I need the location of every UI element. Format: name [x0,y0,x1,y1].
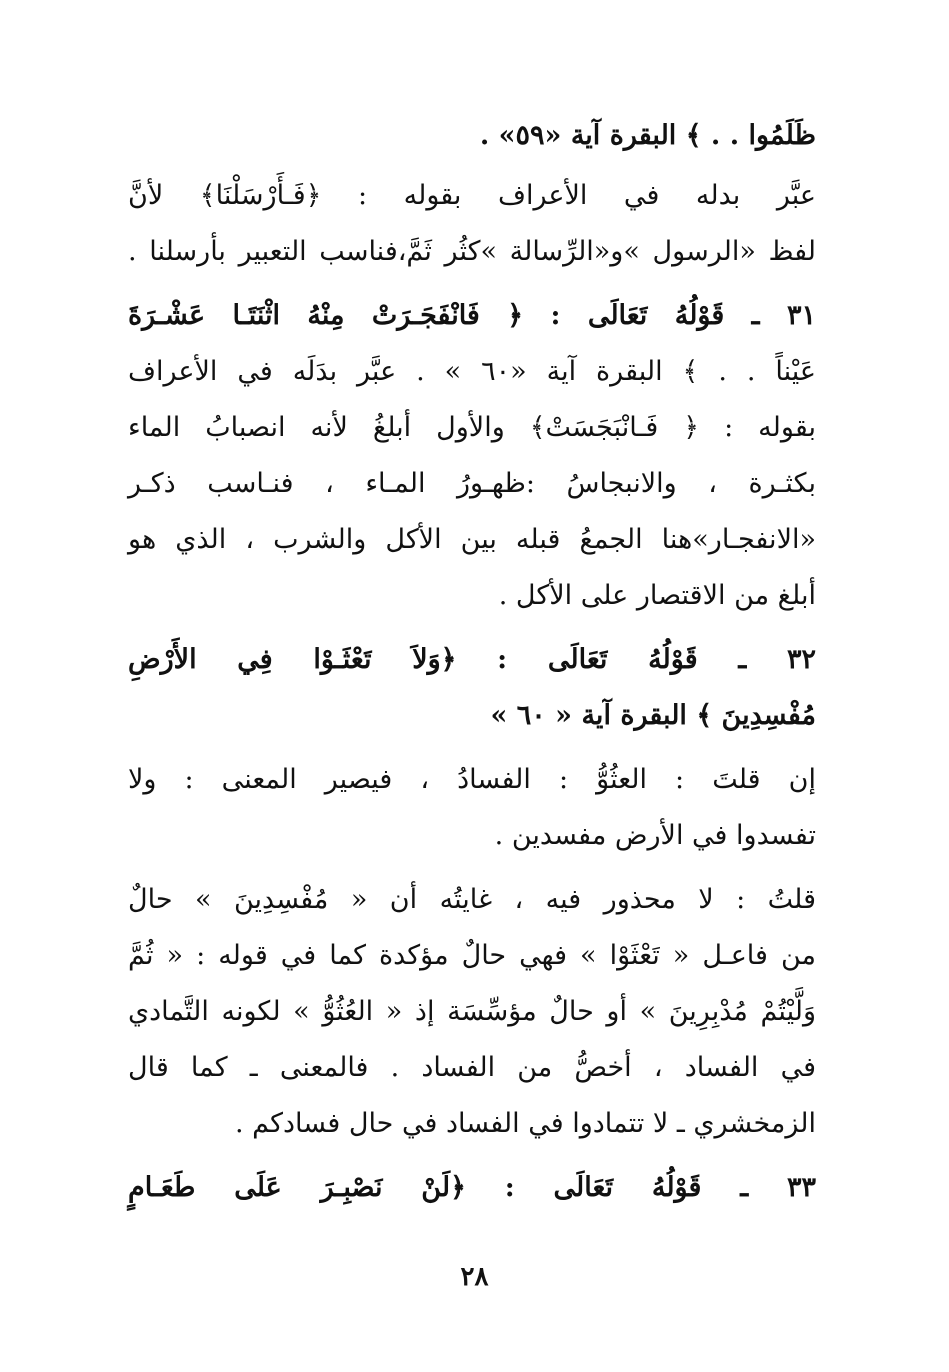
section-heading-31: ٣١ ـ قَوْلُهُ تَعَالَى : ﴿ فَانْفَجَـرَتْ مِنْهُ اثْنَتَـا عَشْـرَةَ [128,300,816,331]
answer-line: قلتُ : لا محذور فيه ، غايتُه أن « مُفْسِدِينَ » حالٌ [128,884,816,915]
section-heading-32: ٣٢ ـ قَوْلُهُ تَعَالَى : ﴿وَلاَ تَعْثَـوْا فِي الأَرْضِ [128,644,816,675]
text-line: تفسدوا في الأرض مفسدين . [494,820,816,851]
text-line: من فاعـل « تَعْثَوْا » فهي حالٌ مؤكدة كما في قوله : « ثُمَّ [128,940,816,971]
page-number: ٢٨ [460,1262,489,1292]
text-line: لفظ «الرسول »و«الرِّسالة »كثُر ثَمَّ،فناسب التعبير بأرسلنا . [128,236,816,267]
text-line: وَلَّيْتُمْ مُدْبِرِينَ » أو حالٌ مؤسِّسَة إذ « العُثُوُّ » لكونه التَّمادي [128,996,816,1027]
text-line: ظَلَمُوا . . ﴾ البقرة آية «٥٩» . [479,120,816,151]
text-line: بكثـرة ، والانبجاسُ :ظهـورُ المـاء ، فنـاسب ذكـر [128,468,816,499]
text-line: مُفْسِدِينَ ﴾ البقرة آية « ٦٠ » [490,700,816,731]
text-line: بقوله : ﴿ فَـانْبَجَسَتْ﴾ والأول أبلغُ لأنه انصبابُ الماء [128,412,816,443]
section-heading-33: ٣٣ ـ قَوْلُهُ تَعَالَى : ﴿لَنْ نَصْبِـرَ عَلَى طَعَـامٍ [128,1172,816,1203]
question-line: إن قلتَ : العثُوُّ : الفسادُ ، فيصير المعنى : ولا [128,764,816,795]
text-line: «الانفجـار»هنا الجمعُ قبله بين الأكل والشرب ، الذي هو [128,524,816,555]
text-line: عبَّر بدله في الأعراف بقوله : ﴿فَـأَرْسَلْنَا﴾ لأنَّ [128,180,816,211]
text-line: عَيْناً . . ﴾ البقرة آية «٦٠ » . عبَّر بدَلَه في الأعراف [128,356,817,387]
text-line: أبلغ من الاقتصار على الأكل . [498,580,816,611]
text-line: الزمخشري ـ لا تتمادوا في الفساد في حال فسادكم . [235,1108,816,1139]
page-body [128,108,816,1318]
text-line: في الفساد ، أخصُّ من الفساد . فالمعنى ـ كما قال [128,1052,816,1083]
